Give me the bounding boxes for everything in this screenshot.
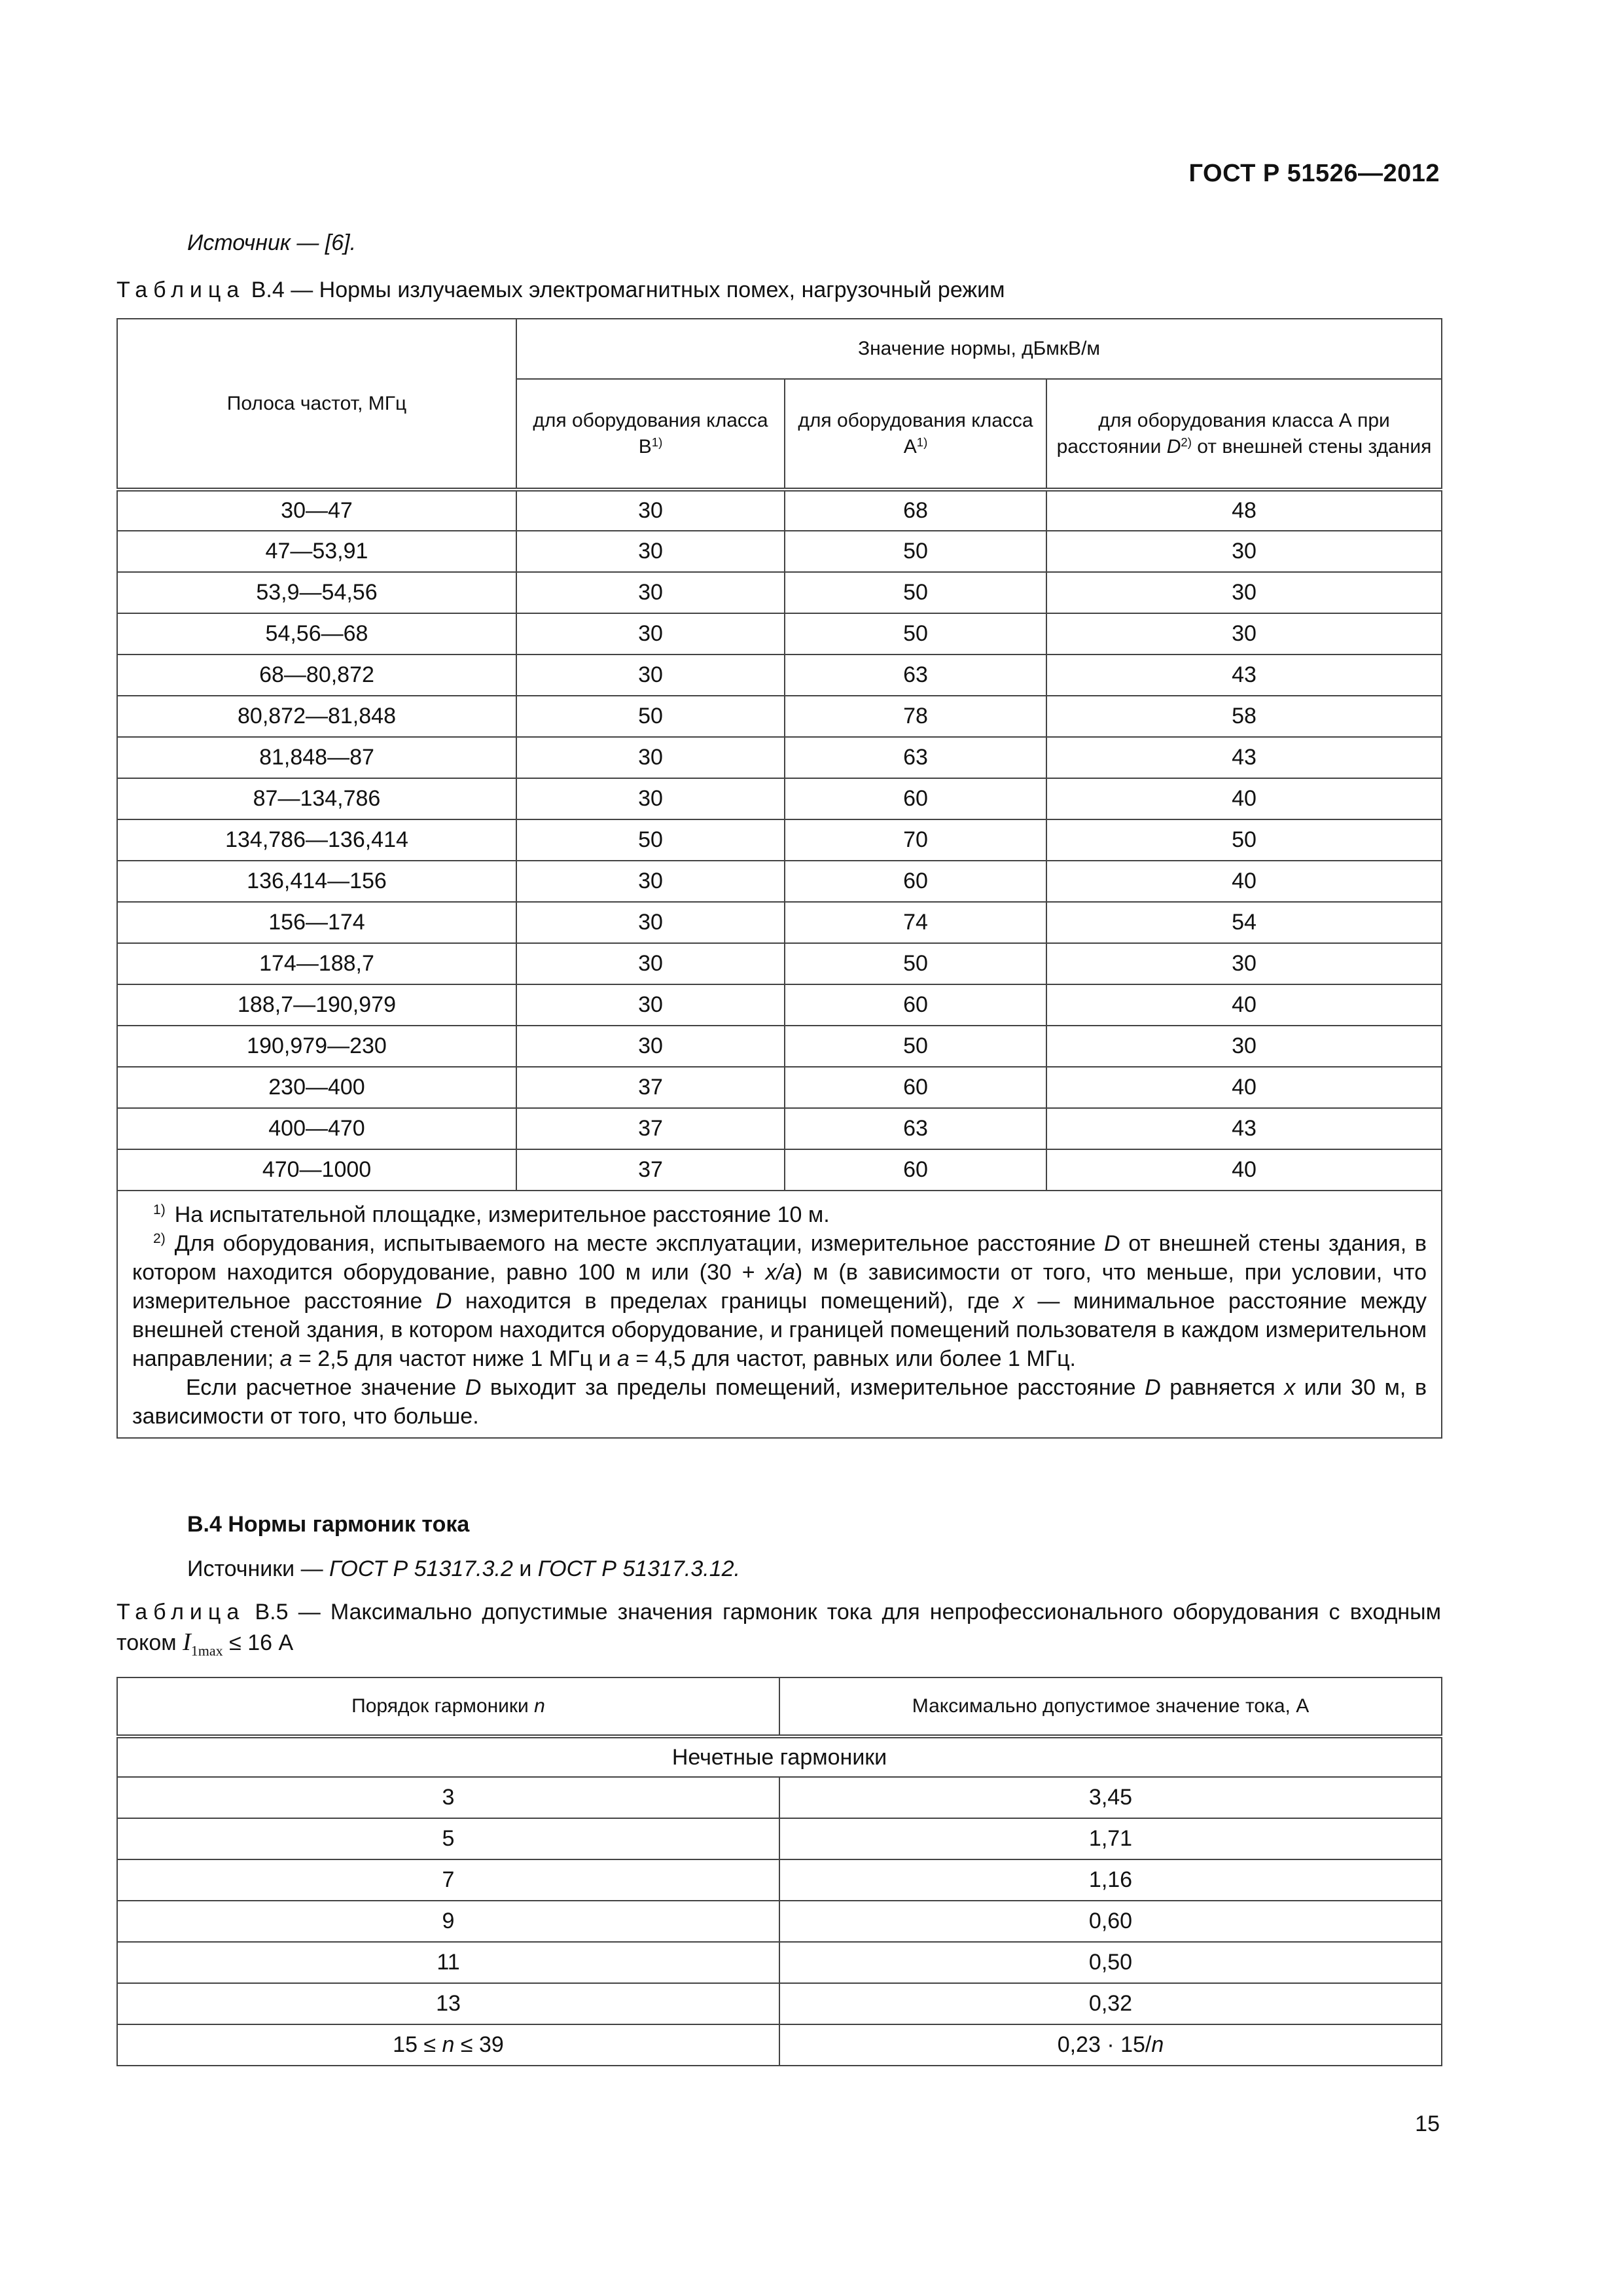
max-current-cell: 0,32: [779, 1983, 1442, 2024]
class-b-value-cell: 30: [516, 943, 785, 984]
class-a-value-cell: 50: [785, 1026, 1046, 1067]
class-a-value-cell: 63: [785, 1108, 1046, 1149]
class-a-distance-value-cell: 30: [1046, 572, 1442, 613]
class-a-distance-value-cell: 30: [1046, 1026, 1442, 1067]
header-class-b: для оборудования класса $В^{1)}$: [516, 379, 785, 490]
frequency-band-cell: 188,7—190,979: [117, 984, 516, 1026]
max-current-cell: 1,71: [779, 1818, 1442, 1859]
class-b-value-cell: 30: [516, 902, 785, 943]
class-b-value-cell: 30: [516, 613, 785, 655]
header-limit-value: Значение нормы, дБмкВ/м: [516, 319, 1442, 379]
class-a-distance-value-cell: 50: [1046, 819, 1442, 861]
table-row: [117, 1901, 1442, 1942]
footnote-1: $^{1)}$ На испытательной площадке, измерительное расстояние 10 м.: [153, 1202, 830, 1227]
table-footnotes: [117, 1191, 1442, 1438]
class-b-value-cell: 30: [516, 1026, 785, 1067]
frequency-band-cell: 400—470: [117, 1108, 516, 1149]
class-a-value-cell: 63: [785, 737, 1046, 778]
table-row: [117, 1026, 1442, 1067]
table-row: [117, 531, 1442, 572]
class-a-distance-value-cell: 40: [1046, 1149, 1442, 1191]
class-a-value-cell: 60: [785, 778, 1046, 819]
class-a-value-cell: 50: [785, 613, 1046, 655]
harmonic-limits-table: [116, 1677, 1442, 2066]
class-a-distance-value-cell: 48: [1046, 490, 1442, 531]
document-standard-header: ГОСТ Р 51526—2012: [1188, 160, 1440, 187]
class-b-value-cell: 30: [516, 531, 785, 572]
class-a-value-cell: 60: [785, 984, 1046, 1026]
class-a-value-cell: 60: [785, 1067, 1046, 1108]
header-class-a-distance: для оборудования класса А при расстоянии $D^{2)}$ от внешней стены здания: [1046, 379, 1442, 490]
frequency-band-cell: 156—174: [117, 902, 516, 943]
source-note: Источник — [6].: [187, 230, 357, 255]
class-b-value-cell: 30: [516, 572, 785, 613]
class-a-value-cell: 63: [785, 655, 1046, 696]
sources-note: Источники — ГОСТ Р 51317.3.2 и ГОСТ Р 51317.3.12.: [187, 1556, 740, 1581]
footnote-2: $^{2)}$ Для оборудования, испытываемого на месте эксплуатации, измерительное расстояние D от внешней стены здания, в котором находится оборудование, равно 100 м или (30 + x/a) м (в зависимости от того, что меньше, при условии, что измерительное расстояние D находится в пределах границы помещений), где x — минимальное расстояние между внешней стеной здания, в котором находится оборудование, и границей помещений пользователя в каждом измерительном направлении; a = 2,5 для частот ниже 1 МГц и a = 4,5 для частот, равных или более 1 МГц.: [132, 1231, 1427, 1371]
table-row: [117, 943, 1442, 984]
class-b-value-cell: 30: [516, 737, 785, 778]
table-row: [117, 819, 1442, 861]
max-current-cell: 1,16: [779, 1859, 1442, 1901]
section-heading: В.4 Нормы гармоник тока: [187, 1512, 470, 1537]
table-row: [117, 572, 1442, 613]
harmonic-order-cell: 9: [117, 1901, 779, 1942]
class-a-distance-value-cell: 43: [1046, 737, 1442, 778]
class-a-distance-value-cell: 58: [1046, 696, 1442, 737]
frequency-band-cell: 80,872—81,848: [117, 696, 516, 737]
table-row: [117, 1067, 1442, 1108]
table-row: [117, 655, 1442, 696]
frequency-band-cell: 134,786—136,414: [117, 819, 516, 861]
class-a-distance-value-cell: 40: [1046, 984, 1442, 1026]
header-harmonic-order: Порядок гармоники n: [117, 1677, 779, 1736]
table-row: [117, 902, 1442, 943]
harmonic-order-cell: 13: [117, 1983, 779, 2024]
table-label: Таблица: [116, 278, 245, 302]
table-row: [117, 1108, 1442, 1149]
class-a-value-cell: 50: [785, 572, 1046, 613]
frequency-band-cell: 47—53,91: [117, 531, 516, 572]
max-current-cell: 0,23 · 15/n: [779, 2024, 1442, 2066]
table-row: [117, 737, 1442, 778]
table-b4-caption: [116, 275, 1441, 305]
table-row: [117, 861, 1442, 902]
table-row: [117, 1859, 1442, 1901]
frequency-band-cell: 230—400: [117, 1067, 516, 1108]
table-row: [117, 1983, 1442, 2024]
table-row: [117, 490, 1442, 531]
current-symbol: $I_{1max}$: [183, 1628, 223, 1659]
frequency-band-cell: 54,56—68: [117, 613, 516, 655]
class-a-distance-value-cell: 30: [1046, 613, 1442, 655]
class-a-distance-value-cell: 30: [1046, 943, 1442, 984]
table-row: [117, 1818, 1442, 1859]
frequency-band-cell: 81,848—87: [117, 737, 516, 778]
frequency-band-cell: 30—47: [117, 490, 516, 531]
frequency-band-cell: 87—134,786: [117, 778, 516, 819]
table-row: [117, 613, 1442, 655]
harmonic-order-cell: 3: [117, 1777, 779, 1818]
page-number: 15: [1415, 2111, 1440, 2136]
emission-limits-table: [116, 318, 1442, 1439]
table-row: [117, 1942, 1442, 1983]
harmonic-order-cell: 11: [117, 1942, 779, 1983]
header-frequency-band: Полоса частот, МГц: [117, 319, 516, 490]
frequency-band-cell: 190,979—230: [117, 1026, 516, 1067]
class-a-distance-value-cell: 40: [1046, 778, 1442, 819]
table-title: В.4 — Нормы излучаемых электромагнитных помех, нагрузочный режим: [245, 278, 1005, 302]
frequency-band-cell: 53,9—54,56: [117, 572, 516, 613]
table-row: [117, 984, 1442, 1026]
table-row: [117, 778, 1442, 819]
class-a-value-cell: 60: [785, 861, 1046, 902]
class-a-value-cell: 74: [785, 902, 1046, 943]
class-a-value-cell: 70: [785, 819, 1046, 861]
harmonic-order-cell: 15 ≤ n ≤ 39: [117, 2024, 779, 2066]
class-a-distance-value-cell: 40: [1046, 861, 1442, 902]
class-b-value-cell: 30: [516, 490, 785, 531]
header-max-current: Максимально допустимое значение тока, А: [779, 1677, 1442, 1736]
class-a-distance-value-cell: 43: [1046, 1108, 1442, 1149]
class-b-value-cell: 30: [516, 984, 785, 1026]
class-a-value-cell: 50: [785, 943, 1046, 984]
class-b-value-cell: 30: [516, 655, 785, 696]
class-a-value-cell: 68: [785, 490, 1046, 531]
class-a-value-cell: 78: [785, 696, 1046, 737]
table-label: Таблица: [116, 1600, 245, 1624]
frequency-band-cell: 470—1000: [117, 1149, 516, 1191]
harmonic-order-cell: 5: [117, 1818, 779, 1859]
table-row: [117, 1777, 1442, 1818]
class-a-distance-value-cell: 54: [1046, 902, 1442, 943]
frequency-band-cell: 174—188,7: [117, 943, 516, 984]
class-a-distance-value-cell: 40: [1046, 1067, 1442, 1108]
harmonic-order-cell: 7: [117, 1859, 779, 1901]
table-row: [117, 1149, 1442, 1191]
footnote-2-continued: Если расчетное значение D выходит за пределы помещений, измерительное расстояние D равняется x или 30 м, в зависимости от того, что больше.: [132, 1375, 1427, 1429]
class-b-value-cell: 30: [516, 778, 785, 819]
frequency-band-cell: 136,414—156: [117, 861, 516, 902]
max-current-cell: 0,60: [779, 1901, 1442, 1942]
class-b-value-cell: 37: [516, 1149, 785, 1191]
odd-harmonics-subheader: Нечетные гармоники: [117, 1736, 1442, 1777]
table-row: [117, 696, 1442, 737]
max-current-cell: 0,50: [779, 1942, 1442, 1983]
max-current-cell: 3,45: [779, 1777, 1442, 1818]
frequency-band-cell: 68—80,872: [117, 655, 516, 696]
table-b5-caption: Таблица В.5 — Максимально допустимые значения гармоник тока для непрофессионального оборудования с входным током $I_{1max} \le 16$ А: [116, 1600, 1441, 1659]
class-b-value-cell: 37: [516, 1108, 785, 1149]
class-b-value-cell: 37: [516, 1067, 785, 1108]
header-class-a: для оборудования класса $А^{1)}$: [785, 379, 1046, 490]
class-a-distance-value-cell: 43: [1046, 655, 1442, 696]
class-a-distance-value-cell: 30: [1046, 531, 1442, 572]
class-b-value-cell: 50: [516, 696, 785, 737]
class-a-value-cell: 50: [785, 531, 1046, 572]
class-a-value-cell: 60: [785, 1149, 1046, 1191]
class-b-value-cell: 50: [516, 819, 785, 861]
class-b-value-cell: 30: [516, 861, 785, 902]
